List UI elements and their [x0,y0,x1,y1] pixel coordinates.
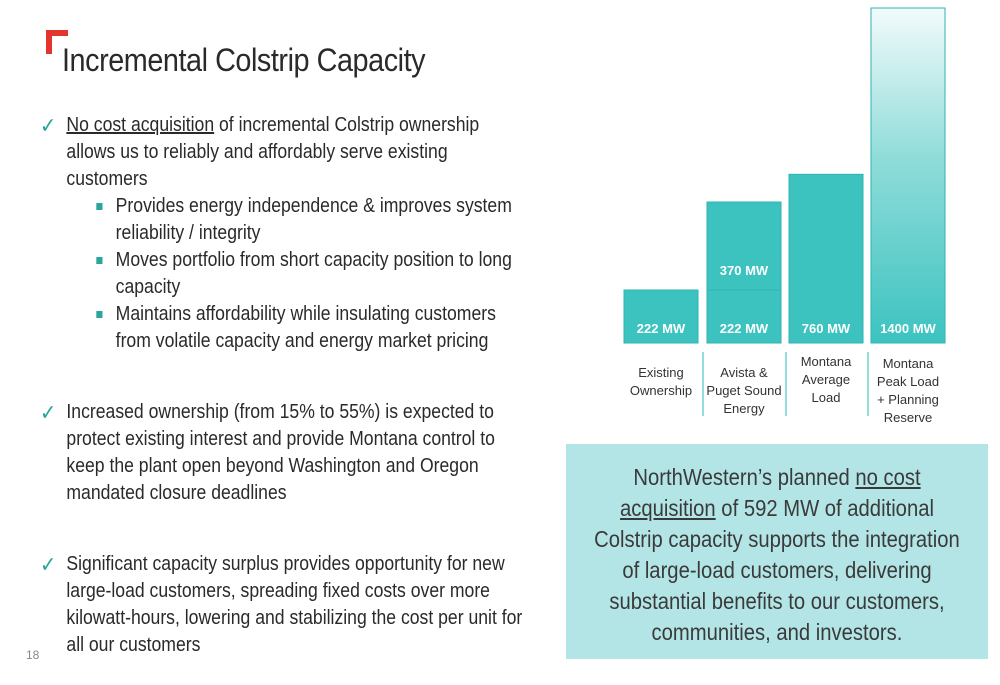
category-label: + Planning [877,392,939,407]
checkmark-icon: ✓ [40,552,57,577]
category-label: Average [801,372,851,387]
callout-text-start: NorthWestern’s planned [633,464,856,490]
category-label: Peak Load [876,374,940,389]
bullet-surplus-text: Significant capacity surplus provides opportunity for new large-load customers, spreading fixed costs over more kilowatt-hours, lowering and stabilizing the cost per unit for all our customers [66,553,523,656]
bar-data-label: 1400 MW [880,321,936,336]
bar-data-label: 222 MW [719,321,769,336]
category-label: Puget Sound [706,383,782,398]
bullet-surplus [40,551,533,659]
category-label: Load [811,390,841,405]
page-number: 18 [26,648,40,662]
category-label: Reserve [883,410,933,425]
bullet-acquisition-emphasis: No cost acquisition [66,114,215,136]
page-title: Incremental Colstrip Capacity [62,42,426,78]
bar-segment [871,8,945,343]
sub-bullet-text: Provides energy independence & improves system reliability / integrity [115,195,512,244]
callout-text-end: of 592 MW of additional Colstrip capacity supports the integration of large-load customers, delivering substantial benefits to our customers, communities, and investors. [594,495,960,645]
bar-data-label: 370 MW [719,263,769,278]
callout-text [591,462,962,648]
bar-segment [789,174,863,343]
sub-bullet-text: Moves portfolio from short capacity position to long capacity [115,249,512,298]
summary-callout [566,444,988,659]
checkmark-icon: ✓ [40,400,57,425]
sub-bullet-text: Maintains affordability while insulating customers from volatile capacity and energy market pricing [115,303,496,352]
bullet-acquisition-text: of incremental Colstrip ownership allows us to reliably and affordably serve existing customers [66,114,480,190]
category-label: Energy [723,401,765,416]
category-label: Montana [882,356,934,371]
category-label: Existing [638,365,684,380]
category-label: Ownership [629,383,693,398]
category-label: Avista & [720,365,768,380]
bar-data-label: 222 MW [636,321,686,336]
callout-emphasis: no cost acquisition [620,464,921,521]
bar-data-label: 760 MW [801,321,851,336]
bullet-ownership-text: Increased ownership (from 15% to 55%) is expected to protect existing interest and provide Montana control to keep the plant open beyond Washington and Oregon mandated closure deadlines [66,401,495,504]
checkmark-icon: ✓ [40,113,57,138]
category-label: Montana [800,354,852,369]
